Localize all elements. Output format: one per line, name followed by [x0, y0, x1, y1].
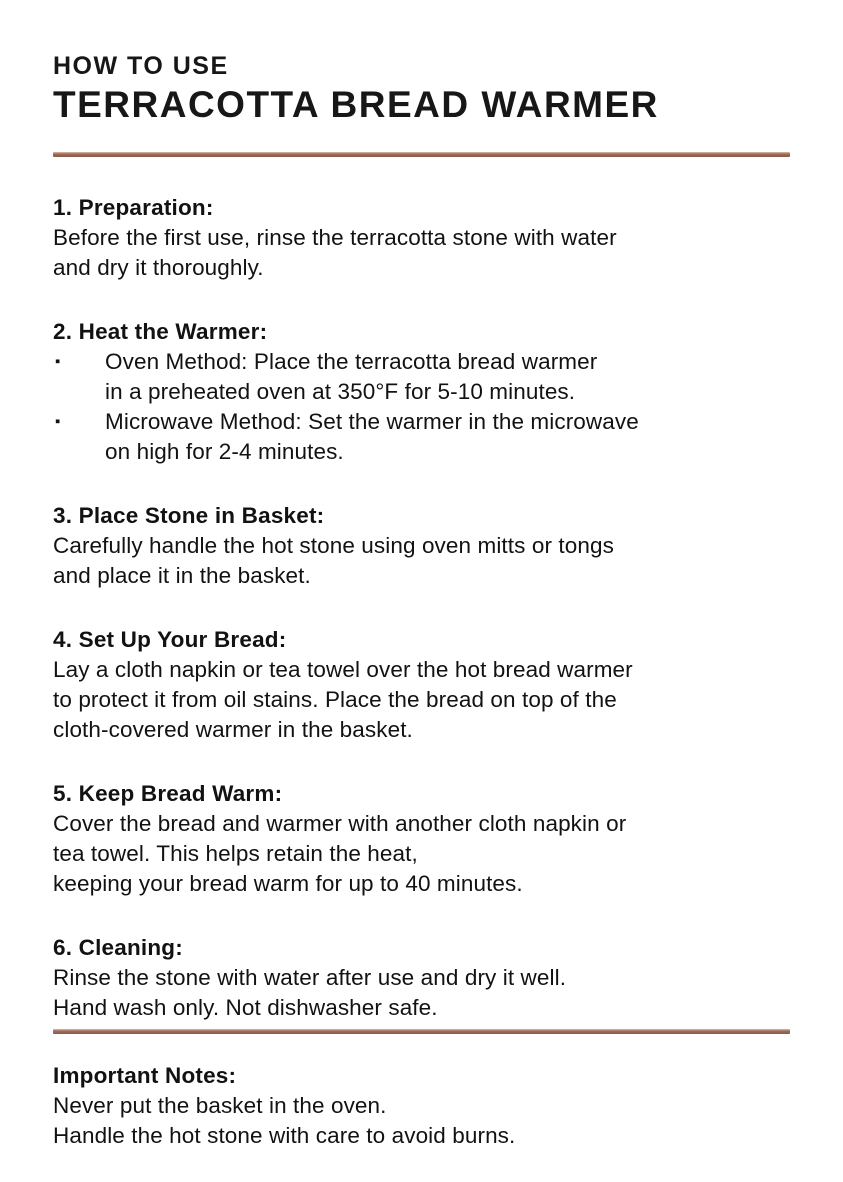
body-line: Hand wash only. Not dishwasher safe.	[53, 995, 438, 1020]
section-heat-warmer	[53, 317, 790, 467]
body-line: in a preheated oven at 350°F for 5-10 minutes.	[105, 379, 576, 404]
eyebrow-title: HOW TO USE	[53, 52, 229, 80]
bullet-item-oven-method	[53, 347, 790, 407]
body-line: Oven Method: Place the terracotta bread warmer	[105, 349, 598, 374]
page-title: TERRACOTTA BREAD WARMER	[53, 84, 659, 125]
section-heading: Important Notes:	[53, 1063, 237, 1088]
bottom-divider	[53, 1029, 790, 1034]
body-line: on high for 2-4 minutes.	[105, 439, 344, 464]
body-line: Cover the bread and warmer with another cloth napkin or	[53, 811, 627, 836]
bullet-square-icon: ▪	[55, 413, 61, 430]
section-keep-bread-warm	[53, 779, 790, 899]
body-line: Carefully handle the hot stone using oven mitts or tongs	[53, 533, 614, 558]
section-heading: 6. Cleaning:	[53, 935, 183, 960]
top-divider	[53, 152, 790, 157]
body-line: Microwave Method: Set the warmer in the microwave	[105, 409, 639, 434]
body-line: Lay a cloth napkin or tea towel over the hot bread warmer	[53, 657, 633, 682]
body-line: to protect it from oil stains. Place the bread on top of the	[53, 687, 617, 712]
section-important-notes	[53, 1061, 790, 1151]
section-heading: 1. Preparation:	[53, 195, 214, 220]
body-line: Never put the basket in the oven.	[53, 1093, 387, 1118]
section-set-up-bread	[53, 625, 790, 745]
body-line: tea towel. This helps retain the heat,	[53, 841, 418, 866]
section-heading: 4. Set Up Your Bread:	[53, 627, 287, 652]
body-line: Before the first use, rinse the terracotta stone with water	[53, 225, 617, 250]
bullet-item-microwave-method	[53, 407, 790, 467]
section-heading: 2. Heat the Warmer:	[53, 319, 268, 344]
bullet-square-icon: ▪	[55, 353, 61, 370]
header	[53, 50, 790, 128]
body-line: and place it in the basket.	[53, 563, 311, 588]
section-heading: 5. Keep Bread Warm:	[53, 781, 283, 806]
body-line: and dry it thoroughly.	[53, 255, 264, 280]
body-line: Rinse the stone with water after use and dry it well.	[53, 965, 567, 990]
bullet-text	[105, 347, 790, 407]
section-place-stone	[53, 501, 790, 591]
bullet-text	[105, 407, 790, 467]
body-line: cloth-covered warmer in the basket.	[53, 717, 413, 742]
section-preparation	[53, 193, 790, 283]
section-cleaning	[53, 933, 790, 1023]
section-heading: 3. Place Stone in Basket:	[53, 503, 325, 528]
body-line: keeping your bread warm for up to 40 minutes.	[53, 871, 523, 896]
body-line: Handle the hot stone with care to avoid burns.	[53, 1123, 516, 1148]
